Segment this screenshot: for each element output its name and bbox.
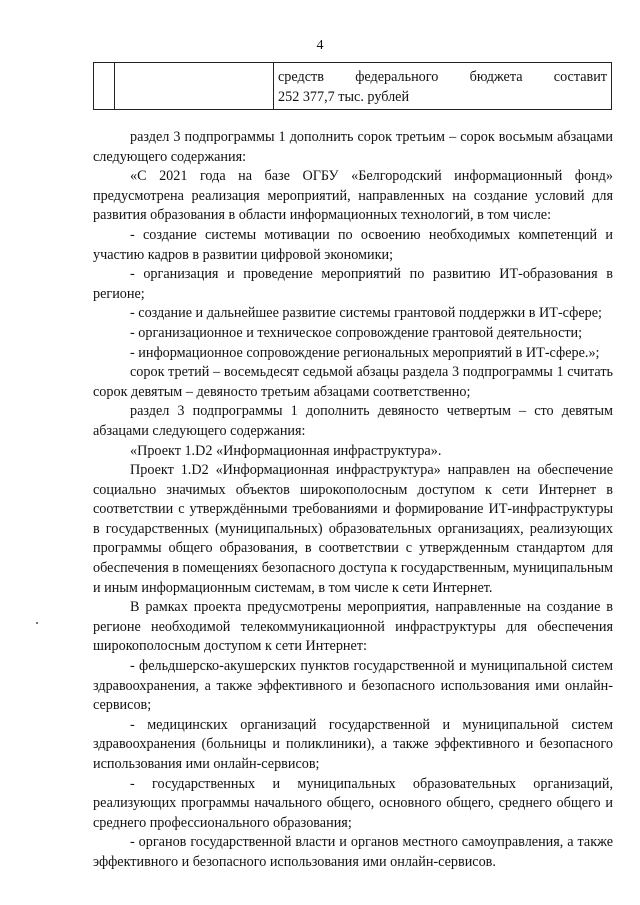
- table-text-line: средств федерального бюджета составит: [278, 69, 607, 85]
- scan-mark: [36, 622, 38, 624]
- paragraph: - создание системы мотивации по освоению необходимых компетенций и участию кадров в развитии цифровой экономики;: [93, 226, 613, 263]
- document-body: [93, 128, 613, 873]
- paragraph: - медицинских организаций государственной и муниципальной систем здравоохранения (больницы и поликлиники), а также эффективного и безопасного использования ими онлайн-сервисов;: [93, 716, 613, 772]
- paragraph: - фельдшерско-акушерских пунктов государственной и муниципальной систем здравоохранения, а также эффективного и безопасного использования ими онлайн-сервисов;: [93, 658, 613, 714]
- paragraph: - создание и дальнейшее развитие системы грантовой поддержки в ИТ-сфере;: [130, 305, 602, 322]
- paragraph: - организационное и техническое сопровождение грантовой деятельности;: [130, 324, 583, 341]
- page-number: 4: [316, 38, 324, 53]
- paragraph: Проект 1.D2 «Информационная инфраструктура» направлен на обеспечение социально значимых объектов широкополосным доступом к сети Интернет в соответствии с утверждёнными требованиями и формирование ИТ-инфраструктуры в государственных (муниципальных) образовательных организациях, реализующих программы общего образования, в соответствии с утвержденным стандартом для обеспечения в помещениях безопасного доступа к государственным, муниципальным и иным информационным системам, в том числе к сети Интернет.: [93, 462, 613, 596]
- paragraph: раздел 3 подпрограммы 1 дополнить сорок третьим – сорок восьмым абзацами следующего содержания:: [93, 129, 613, 165]
- paragraph: «С 2021 года на базе ОГБУ «Белгородский информационный фонд» предусмотрена реализация мероприятий, направленных на создание условий для развития образования в области информационных технологий, в том числе:: [93, 168, 613, 224]
- table-cell-empty: [94, 63, 115, 110]
- paragraph: - организация и проведение мероприятий по развитию ИТ-образования в регионе;: [93, 266, 613, 302]
- table-cell-text: [274, 63, 612, 110]
- paragraph: сорок третий – восемьдесят седьмой абзацы раздела 3 подпрограммы 1 считать сорок девятым – девяносто третьим абзацами соответственно;: [93, 364, 613, 400]
- paragraph: - государственных и муниципальных образовательных организаций, реализующих программы начального общего, основного общего, среднего общего и среднего профессионального образования;: [93, 775, 613, 831]
- paragraph: В рамках проекта предусмотрены мероприятия, направленные на создание в регионе необходимой телекоммуникационной инфраструктуры для обеспечения широкополосным доступом к сети Интернет:: [93, 599, 613, 655]
- paragraph: «Проект 1.D2 «Информационная инфраструктура».: [130, 442, 442, 459]
- continuation-table: [93, 62, 612, 110]
- table-text-line: 252 377,7 тыс. рублей: [278, 89, 410, 105]
- table-cell-empty: [115, 63, 274, 110]
- paragraph: - органов государственной власти и органов местного самоуправления, а также эффективного и безопасного использования ими онлайн-сервисов.: [93, 834, 613, 870]
- paragraph: - информационное сопровождение региональных мероприятий в ИТ-сфере.»;: [130, 344, 600, 361]
- paragraph: раздел 3 подпрограммы 1 дополнить девяносто четвертым – сто девятым абзацами следующего содержания:: [93, 403, 613, 439]
